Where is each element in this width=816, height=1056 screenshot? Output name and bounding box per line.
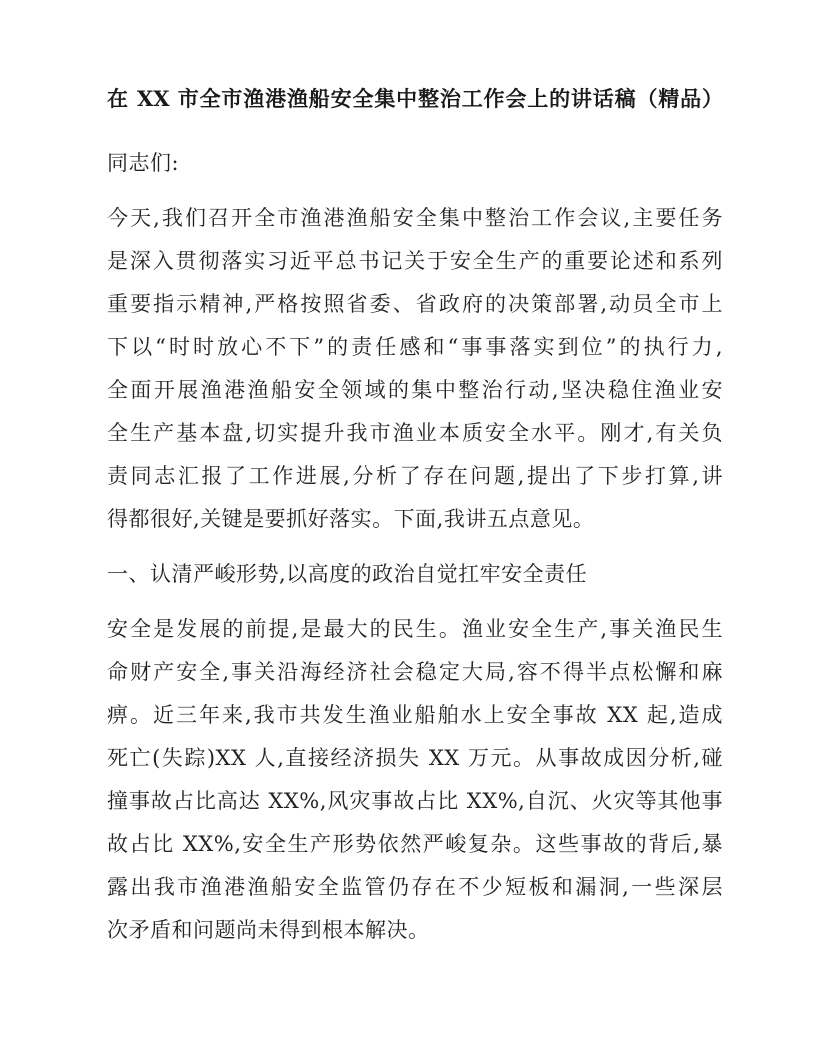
paragraph-line: 重要指示精神,严格按照省委、省政府的决策部署,动员全市上 — [107, 292, 723, 316]
document-title: 在 XX 市全市渔港渔船安全集中整治工作会上的讲话稿（精品） — [107, 86, 723, 111]
section-heading-1: 一、认清严峻形势,以高度的政治自觉扛牢安全责任 — [107, 562, 588, 586]
paragraph-line: 全面开展渔港渔船安全领域的集中整治行动,坚决稳住渔业安 — [107, 378, 723, 402]
paragraph-2 — [107, 608, 723, 952]
paragraph-1 — [107, 197, 723, 541]
paragraph-line: 安全是发展的前提,是最大的民生。渔业安全生产,事关渔民生 — [107, 617, 723, 641]
salutation: 同志们: — [107, 151, 180, 175]
paragraph-line: 是深入贯彻落实习近平总书记关于安全生产的重要论述和系列 — [107, 249, 723, 273]
paragraph-line: 次矛盾和问题尚未得到根本解决。 — [107, 918, 430, 942]
paragraph-line: 痹。近三年来,我市共发生渔业船舶水上安全事故 XX 起,造成 — [107, 703, 723, 727]
paragraph-line: 得都很好,关键是要抓好落实。下面,我讲五点意见。 — [107, 507, 595, 531]
paragraph-line: 露出我市渔港渔船安全监管仍存在不少短板和漏洞,一些深层 — [107, 875, 723, 899]
paragraph-line: 全生产基本盘,切实提升我市渔业本质安全水平。刚才,有关负 — [107, 421, 723, 445]
paragraph-line: 下以“时时放心不下”的责任感和“事事落实到位”的执行力, — [107, 335, 723, 359]
paragraph-line: 命财产安全,事关沿海经济社会稳定大局,容不得半点松懈和麻 — [107, 660, 723, 684]
paragraph-line: 撞事故占比高达 XX%,风灾事故占比 XX%,自沉、火灾等其他事 — [107, 789, 723, 813]
paragraph-line: 死亡(失踪)XX 人,直接经济损失 XX 万元。从事故成因分析,碰 — [107, 746, 723, 770]
paragraph-line: 故占比 XX%,安全生产形势依然严峻复杂。这些事故的背后,暴 — [107, 832, 723, 856]
paragraph-line: 今天,我们召开全市渔港渔船安全集中整治工作会议,主要任务 — [107, 206, 723, 230]
paragraph-line: 责同志汇报了工作进展,分析了存在问题,提出了下步打算,讲 — [107, 464, 723, 488]
